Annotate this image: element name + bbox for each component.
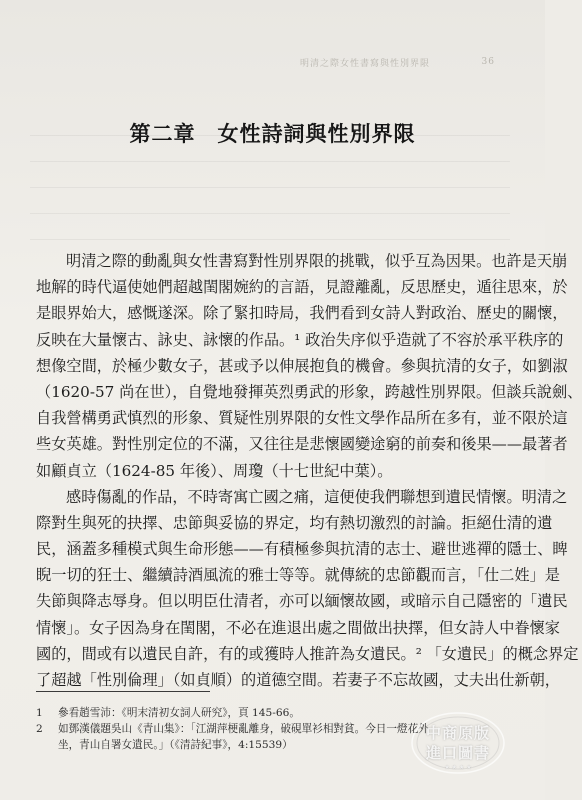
body-line: 了超越「性別倫理」（如貞順）的道德空間。若妻子不忘故國，丈夫出仕新朝， [36, 671, 560, 689]
footnote-text: 參看趙雪沛：《明末清初女詞人研究》，頁 145-66。 [58, 707, 300, 719]
body-line: 地解的時代逼使她們超越閨閣婉約的言語，見證離亂，反思歷史，遁往思來，於 [36, 278, 568, 297]
watermark-stars: ★ ★ ★ ★ [444, 764, 472, 771]
body-line: 民，涵蓋多種模式與生命形態——有積極參與抗清的志士、避世逃禪的隱士、睥 [36, 540, 568, 559]
chapter-number: 第二章 [129, 121, 196, 146]
page-number: 36 [481, 57, 495, 67]
footnote-divider [36, 691, 210, 692]
footnote-continuation: 坐，青山自署女遺民。」（《清詩紀事》，4:15539） [58, 739, 293, 751]
chapter-title [0, 118, 545, 148]
body-line: 際對生與死的抉擇、忠節與妥協的界定，均有熱切激烈的討論。拒絕仕清的遺 [36, 513, 553, 532]
body-line: 如顧貞立（1624-85 年後）、周瓊（十七世紀中葉）。 [36, 461, 393, 480]
footnote-number: 1 [36, 707, 43, 719]
body-line: 想像空間，於極少數女子，甚或予以伸展抱負的機會。參與抗清的女子，如劉淑 [36, 356, 568, 375]
running-header [300, 55, 495, 69]
watermark-line-2: 進口圖書 [425, 744, 490, 762]
body-line: 失節與降志辱身。但以明臣仕清者，亦可以緬懷故國，或暗示自己隱密的「遺民 [36, 592, 568, 611]
body-line: （1620-57 尚在世），自覺地發揮英烈勇武的形象，跨越性別界限。但談兵說劍、 [36, 382, 582, 401]
footnote-text: 如鄧漢儀題吳山《青山集》：「江湖萍梗亂離身，破硯單衫相對貧。今日一燈花外 [58, 723, 429, 735]
body-line: 感時傷亂的作品，不時寄寓亡國之痛，這便使我們聯想到遺民情懷。明清之 [66, 487, 568, 506]
body-line: 自我營構勇武慎烈的形象、質疑性別界限的女性文學作品所在多有，並不限於這 [36, 409, 568, 428]
body-line: 睨一切的狂士、繼續詩酒風流的雅士等等。就傳統的忠節觀而言，「仕二姓」是 [36, 566, 560, 585]
footnote [36, 721, 510, 737]
body-line: 情懷」。女子因為身在閨閣，不必在進退出處之間做出抉擇，但女詩人中眷懷家 [36, 618, 560, 637]
footnote [36, 705, 510, 721]
body-text [36, 248, 582, 693]
body-line: 國的，間或有以遺民自許，有的或獲時人推許為女遺民。² 「女遺民」的概念界定 [36, 644, 579, 663]
chapter-name: 女性詩詞與性別界限 [217, 121, 416, 146]
watermark-line-1: 中商原版 [425, 724, 490, 742]
footnote-number: 2 [36, 723, 43, 735]
body-line: 些女英雄。對性別定位的不滿，又往往是悲懷國變途窮的前奏和後果——最著者 [36, 435, 568, 454]
body-line: 是眼界始大，感慨遂深。除了緊扣時局，我們看到女詩人對政治、歷史的關懷， [36, 304, 568, 323]
body-line: 反映在大量懷古、詠史、詠懷的作品。¹ 政治失序似乎造就了不容於承平秩序的 [36, 330, 564, 349]
body-line: 明清之際的動亂與女性書寫對性別界限的挑戰，似乎互為因果。也許是天崩 [66, 252, 568, 270]
running-title: 明清之際女性書寫與性別界限 [300, 58, 431, 69]
footnotes [36, 705, 510, 753]
